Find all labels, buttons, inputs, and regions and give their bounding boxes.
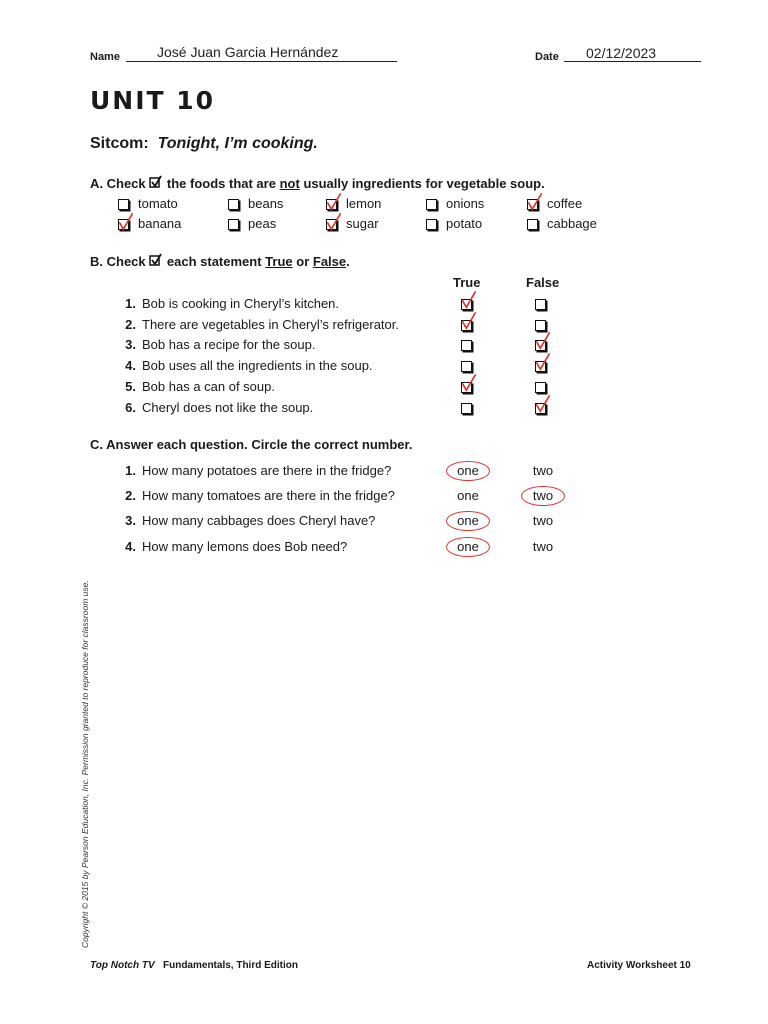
name-label: Name bbox=[90, 51, 120, 63]
column-false-header: False bbox=[526, 275, 560, 290]
name-field[interactable]: José Juan Garcia Hernández bbox=[157, 44, 339, 60]
footer-worksheet: Activity Worksheet 10 bbox=[587, 960, 691, 971]
answer-circle bbox=[446, 461, 490, 481]
check-mark-icon bbox=[460, 374, 478, 392]
footer-series: Top Notch TV bbox=[90, 960, 155, 971]
footer-edition: Fundamentals, Third Edition bbox=[163, 960, 298, 971]
section-b-true-word: True bbox=[265, 254, 293, 269]
answer-option-one[interactable]: one bbox=[457, 539, 479, 554]
column-true-header: True bbox=[453, 275, 481, 290]
sitcom-heading bbox=[90, 135, 318, 153]
food-label: banana bbox=[138, 216, 182, 231]
name-line bbox=[126, 61, 397, 62]
check-mark-icon bbox=[534, 332, 552, 350]
question-text: How many lemons does Bob need? bbox=[142, 539, 348, 554]
question-number: 1. bbox=[125, 463, 136, 478]
answer-circle bbox=[446, 537, 490, 557]
section-a-prefix: A. Check bbox=[90, 176, 146, 191]
false-checkbox[interactable] bbox=[535, 299, 546, 310]
section-a-text-post: usually ingredients for vegetable soup. bbox=[303, 176, 545, 191]
statement-number: 4. bbox=[125, 358, 136, 374]
question-number: 3. bbox=[125, 513, 136, 528]
checkbox-icon bbox=[149, 177, 163, 189]
statement-number: 1. bbox=[125, 296, 136, 311]
check-mark-icon bbox=[534, 353, 552, 371]
checkbox-icon bbox=[149, 255, 163, 267]
statement-number: 6. bbox=[125, 399, 136, 415]
answer-option-two[interactable]: two bbox=[532, 513, 554, 528]
sitcom-label: Sitcom: bbox=[90, 135, 149, 152]
food-checkbox[interactable] bbox=[426, 219, 437, 230]
food-label: sugar bbox=[346, 216, 379, 231]
statement-number: 2. bbox=[125, 316, 136, 332]
copyright-notice: Copyright © 2015 by Pearson Education, Inc. Permission granted to reproduce for classroom use. bbox=[80, 580, 90, 948]
question-text: How many potatoes are there in the fridge? bbox=[142, 463, 392, 478]
question-number: 4. bbox=[125, 539, 136, 554]
food-label: lemon bbox=[346, 196, 382, 211]
check-mark-icon bbox=[325, 213, 343, 231]
false-checkbox[interactable] bbox=[535, 382, 546, 393]
check-mark-icon bbox=[460, 291, 478, 309]
food-label: coffee bbox=[547, 196, 583, 211]
food-checkbox[interactable] bbox=[426, 199, 437, 210]
unit-title: UNIT 10 bbox=[90, 86, 216, 115]
true-checkbox[interactable] bbox=[461, 403, 472, 414]
date-line bbox=[564, 61, 701, 62]
statement-text: Bob uses all the ingredients in the soup. bbox=[142, 358, 373, 374]
section-c-instruction: C. Answer each question. Circle the correct number. bbox=[90, 437, 413, 452]
answer-circle bbox=[446, 511, 490, 531]
check-mark-icon bbox=[526, 193, 544, 211]
statement-text: Bob has a can of soup. bbox=[142, 378, 275, 394]
statement-text: There are vegetables in Cheryl’s refrigerator. bbox=[142, 316, 399, 332]
food-checkbox[interactable] bbox=[228, 219, 239, 230]
statement-text: Bob is cooking in Cheryl’s kitchen. bbox=[142, 296, 340, 311]
answer-circle bbox=[521, 486, 565, 506]
answer-option-two[interactable]: two bbox=[532, 463, 554, 478]
food-checkbox[interactable] bbox=[228, 199, 239, 210]
answer-option-two[interactable]: two bbox=[532, 488, 554, 503]
question-text: How many cabbages does Cheryl have? bbox=[142, 513, 376, 528]
section-b-or-word: or bbox=[296, 254, 310, 269]
true-checkbox[interactable] bbox=[461, 361, 472, 372]
date-field[interactable]: 02/12/2023 bbox=[586, 45, 657, 61]
section-a-text-pre: the foods that are bbox=[166, 176, 276, 191]
check-mark-icon bbox=[117, 213, 135, 231]
section-b-false-word: False bbox=[312, 254, 347, 269]
answer-option-one[interactable]: one bbox=[457, 488, 479, 503]
section-b-prefix: B. Check bbox=[90, 254, 146, 269]
statement-number: 5. bbox=[125, 378, 136, 394]
question-number: 2. bbox=[125, 488, 136, 503]
section-a-instruction bbox=[90, 176, 545, 191]
food-label: tomato bbox=[138, 196, 178, 211]
answer-option-two[interactable]: two bbox=[532, 539, 554, 554]
date-label: Date bbox=[535, 51, 559, 63]
food-label: peas bbox=[248, 216, 277, 231]
food-label: potato bbox=[446, 216, 483, 231]
section-b-instruction: B. Check each statement True or False. bbox=[90, 254, 350, 269]
statement-text: Bob has a recipe for the soup. bbox=[142, 337, 316, 353]
statement-text: Cheryl does not like the soup. bbox=[142, 399, 314, 415]
sitcom-title: Tonight, I’m cooking. bbox=[157, 135, 318, 152]
section-b-text-pre: each statement bbox=[166, 254, 262, 269]
check-mark-icon bbox=[534, 395, 552, 413]
statement-number: 3. bbox=[125, 337, 136, 353]
food-label: onions bbox=[446, 196, 485, 211]
false-checkbox[interactable] bbox=[535, 320, 546, 331]
check-mark-icon bbox=[325, 193, 343, 211]
check-mark-icon bbox=[460, 312, 478, 330]
section-a-not: not bbox=[279, 176, 300, 191]
question-text: How many tomatoes are there in the fridge? bbox=[142, 488, 395, 503]
food-label: beans bbox=[248, 196, 284, 211]
true-checkbox[interactable] bbox=[461, 340, 472, 351]
answer-option-one[interactable]: one bbox=[457, 463, 479, 478]
food-label: cabbage bbox=[547, 216, 597, 231]
food-checkbox[interactable] bbox=[118, 199, 129, 210]
food-checkbox[interactable] bbox=[527, 219, 538, 230]
answer-option-one[interactable]: one bbox=[457, 513, 479, 528]
